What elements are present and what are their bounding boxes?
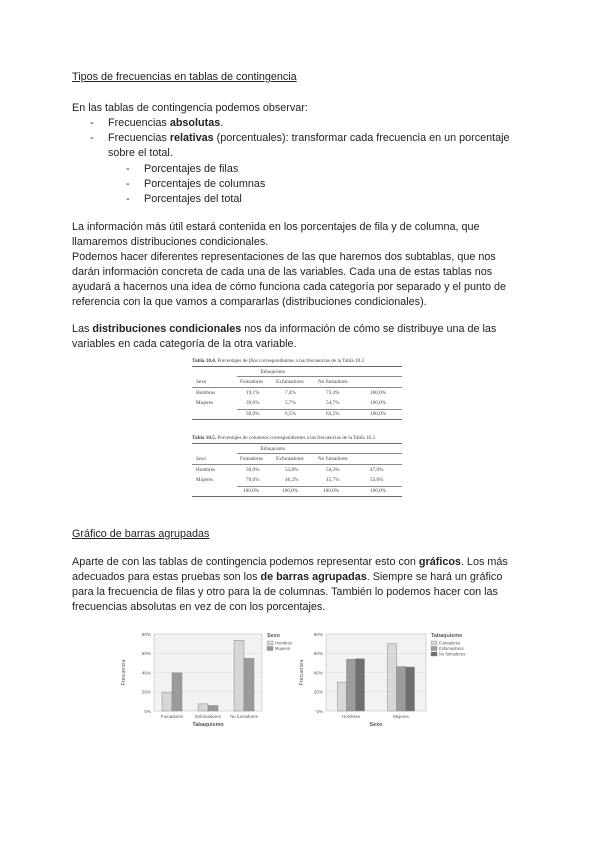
legend-label: Exfumadores (439, 646, 464, 652)
table-cell: Mujeres (196, 400, 213, 406)
table-caption: Tabla 10.4. Porcentajes de filas correspondientes a las frecuencias de la Tabla 10.2 (192, 358, 365, 364)
sublist-item-total: Porcentajes del total (144, 193, 242, 205)
paragraph-line: para la frecuencia de filas y otro para la de columnas. También lo podemos hacer con las (72, 586, 498, 598)
bar-hombres (198, 704, 208, 711)
y-tick-label: 0% (144, 708, 151, 714)
section-heading-frecuencias: Tipos de frecuencias en tablas de contingencia (72, 71, 297, 83)
y-tick-label: 80% (313, 631, 323, 637)
table-col-header: Fumadores (240, 456, 264, 462)
chart-svg (118, 626, 308, 746)
table-cell: 30,0% (246, 467, 260, 473)
table-cell: Hombres (196, 390, 216, 396)
table-cell: 30,0% (246, 411, 260, 417)
x-tick-label: Mujeres (393, 714, 409, 719)
table-cell: 63,5% (326, 411, 340, 417)
section-heading-grafico: Gráfico de barras agrupadas (72, 528, 210, 540)
sublist-item-filas: Porcentajes de filas (144, 163, 239, 175)
table-cell: 100,0% (282, 488, 298, 494)
legend-swatch (267, 647, 273, 651)
table-cell: 54,7% (326, 400, 340, 406)
paragraph-line: La información más útil estará contenida en los porcentajes de fila y de columna, que (72, 221, 480, 233)
bar-mujeres (172, 673, 182, 711)
bar-chart-sexo (296, 626, 492, 751)
y-tick-label: 20% (141, 689, 151, 695)
paragraph-line: frecuencias absolutas en vez de con los porcentajes. (72, 601, 326, 613)
table-cell: 70,0% (246, 477, 260, 483)
paragraph-line: Las distribuciones condicionales nos da información de cómo se distribuye una de las (72, 323, 497, 335)
table-group-header: Tabaquismo (260, 369, 286, 375)
list-dash: - (90, 117, 94, 129)
x-tick-label: Exfumadores (195, 714, 221, 719)
legend-title: Sexo (267, 633, 280, 639)
table-cell: 73,4% (326, 390, 340, 396)
y-tick-label: 40% (141, 670, 151, 676)
table-cell: 100,0% (370, 390, 386, 396)
list-item-relativas: Frecuencias relativas (porcentuales): transformar cada frecuencia en un porcentaje (108, 132, 510, 144)
y-tick-label: 40% (313, 670, 323, 676)
paragraph-line: adecuados para estas pruebas son los de barras agrupadas. Siempre se hará un gráfico (72, 571, 503, 583)
table-col-header: Exfumadores (276, 379, 304, 385)
x-tick-label: Hombres (342, 714, 360, 719)
table-cell: 19,1% (246, 390, 260, 396)
table-cell: 39,6% (246, 400, 260, 406)
y-axis-label: Frecuencia (299, 659, 305, 686)
table-row-header: Sexo (196, 379, 207, 385)
bar-chart-tabaquismo (118, 626, 308, 751)
legend-swatch (267, 641, 273, 645)
table-col-header: No fumadores (318, 456, 348, 462)
bar-no-fumadores (406, 667, 415, 711)
x-axis-label: Tabaquismo (192, 722, 224, 728)
bar-no-fumadores (356, 659, 365, 711)
paragraph-line: variables en cada categoría de la otra variable. (72, 338, 297, 350)
table-cell: Mujeres (196, 477, 213, 483)
paragraph-line: darán información concreta de cada una de las variables. Cada una de estas tablas nos (72, 266, 493, 278)
bar-mujeres (244, 658, 254, 711)
chart-svg (296, 626, 492, 746)
table-row-percentages (192, 358, 407, 428)
table-cell: 100,0% (243, 488, 259, 494)
table-cell: 47,0% (370, 467, 384, 473)
paragraph-line: Podemos hacer diferentes representaciones de las que haremos dos subtablas, que nos (72, 251, 496, 263)
sublist-item-columnas: Porcentajes de columnas (144, 178, 266, 190)
table-col-header: Fumadores (240, 379, 264, 385)
sublist-dash: - (126, 163, 130, 175)
table-caption: Tabla 10.5. Porcentajes de columnas correspondientes a las frecuencias de la Tabla 10.2 (192, 435, 376, 441)
bar-exfumadores (397, 667, 406, 711)
bar-mujeres (208, 706, 218, 711)
table-cell: 45,7% (326, 477, 340, 483)
table-cell: 54,3% (326, 467, 340, 473)
list-item-absolutas: Frecuencias absolutas. (108, 117, 224, 129)
bar-hombres (162, 693, 172, 711)
legend-swatch (431, 652, 437, 656)
legend-title: Tabaquismo (431, 633, 463, 639)
table-row-header: Sexo (196, 456, 206, 462)
sublist-dash: - (126, 178, 130, 190)
table-cell: Hombres (196, 467, 216, 473)
table-cell: 100,0% (370, 400, 386, 406)
x-axis-label: Sexo (369, 722, 383, 728)
y-tick-label: 60% (313, 651, 323, 657)
table-cell: 100,0% (370, 488, 386, 494)
paragraph-line: Aparte de con las tablas de contingencia podemos representar esto con gráficos. Los más (72, 556, 508, 568)
table-col-header: Exfumadores (276, 456, 304, 462)
y-axis-label: Frecuencia (121, 659, 127, 686)
table-column-percentages (192, 435, 407, 505)
table-group-header: Tabaquismo (260, 446, 286, 452)
bar-hombres (234, 640, 244, 711)
y-tick-label: 60% (141, 651, 151, 657)
table-cell: 100,0% (370, 411, 386, 417)
y-tick-label: 0% (316, 708, 323, 714)
legend-swatch (431, 647, 437, 651)
legend-swatch (431, 641, 437, 645)
legend-label: Fumadores (439, 640, 461, 646)
x-tick-label: No fumadores (230, 714, 258, 719)
bar-fumadores (338, 682, 347, 711)
legend-label: Mujeres (275, 646, 290, 652)
table-cell: 5,7% (285, 400, 296, 406)
table-col-header: No fumadores (318, 379, 348, 385)
table-cell: 100,0% (323, 488, 339, 494)
legend-label: No fumadores (439, 651, 466, 657)
bar-fumadores (388, 644, 397, 711)
y-tick-label: 20% (313, 689, 323, 695)
bar-exfumadores (347, 659, 356, 711)
paragraph-line: llamaremos distribuciones condicionales. (72, 236, 269, 248)
paragraph-line: ayudará a hacernos una idea de cómo funciona cada categoría por separado y el punto de (72, 281, 506, 293)
list-item-relativas-cont: sobre el total. (108, 147, 173, 159)
list-dash: - (90, 132, 94, 144)
sublist-dash: - (126, 193, 130, 205)
table-cell: 6,5% (285, 411, 296, 417)
paragraph-line: referencia con la que vamos a compararlas (distribuciones condicionales). (72, 296, 427, 308)
table-cell: 7,4% (285, 390, 296, 396)
legend-label: Hombres (275, 640, 292, 646)
x-tick-label: Fumadores (160, 714, 184, 719)
table-cell: 53,8% (285, 467, 299, 473)
intro-text: En las tablas de contingencia podemos observar: (72, 102, 308, 114)
y-tick-label: 80% (141, 631, 151, 637)
table-cell: 46,2% (285, 477, 299, 483)
table-cell: 53,0% (370, 477, 384, 483)
